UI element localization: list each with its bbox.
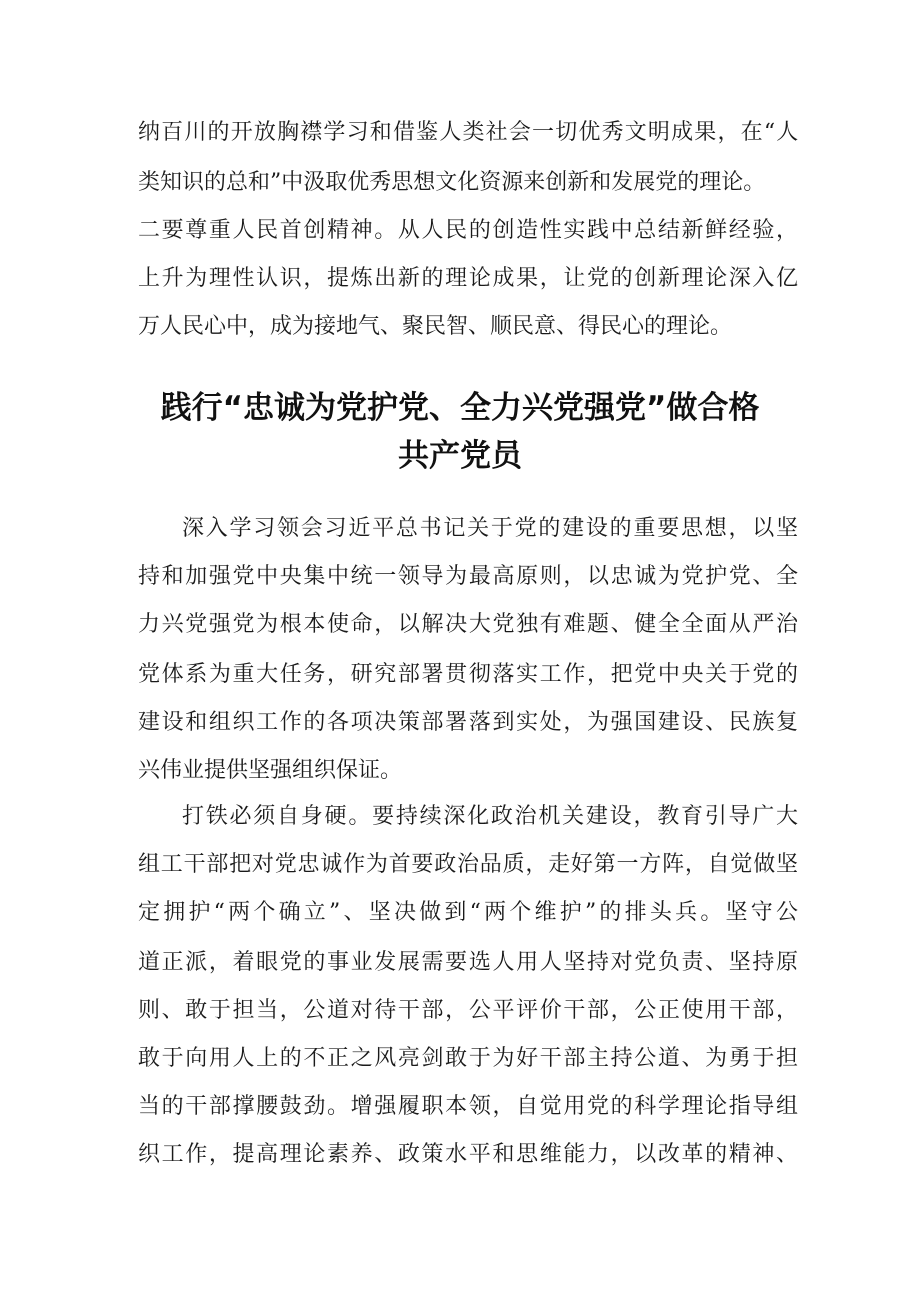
text-line: 敢于向用人上的不正之风亮剑敢于为好干部主持公道、为勇于担 [138,1046,800,1071]
section-title-line-1: 践行“忠诚为党护党、全力兴党强党”做合格 [160,390,760,426]
text-line: 纳百川的开放胸襟学习和借鉴人类社会一切优秀文明成果，在“人 [138,120,800,145]
text-line: 二要尊重人民首创精神。从人民的创造性实践中总结新鲜经验， [138,218,800,243]
text-line: 类知识的总和”中汲取优秀思想文化资源来创新和发展党的理论。 [138,170,766,195]
text-line: 建设和组织工作的各项决策部署落到实处，为强国建设、民族复 [138,710,800,735]
text-line: 织工作，提高理论素养、政策水平和思维能力，以改革的精神、 [138,1142,800,1167]
text-line: 兴伟业提供坚强组织保证。 [138,758,403,783]
text-line: 打铁必须自身硬。要持续深化政治机关建设，教育引导广大 [182,804,800,829]
text-line: 力兴党强党为根本使命，以解决大党独有难题、健全全面从严治 [138,612,800,637]
text-line: 深入学习领会习近平总书记关于党的建设的重要思想，以坚 [182,516,800,541]
text-line: 上升为理性认识，提炼出新的理论成果，让党的创新理论深入亿 [138,266,800,291]
text-line: 则、敢于担当，公道对待干部，公平评价干部，公正使用干部， [138,998,800,1023]
text-line: 定拥护“两个确立”、坚决做到“两个维护”的排头兵。坚守公 [138,900,802,925]
text-line: 党体系为重大任务，研究部署贯彻落实工作，把党中央关于党的 [138,662,800,687]
text-line: 持和加强党中央集中统一领导为最高原则，以忠诚为党护党、全 [138,564,800,589]
text-line: 道正派，着眼党的事业发展需要选人用人坚持对党负责、坚持原 [138,950,800,975]
text-line: 当的干部撑腰鼓劲。增强履职本领，自觉用党的科学理论指导组 [138,1094,800,1119]
text-line: 万人民心中，成为接地气、聚民智、顺民意、得民心的理论。 [138,314,733,339]
text-line: 组工干部把对党忠诚作为首要政治品质，走好第一方阵，自觉做坚 [138,852,799,877]
section-title-line-2: 共产党员 [398,438,522,474]
